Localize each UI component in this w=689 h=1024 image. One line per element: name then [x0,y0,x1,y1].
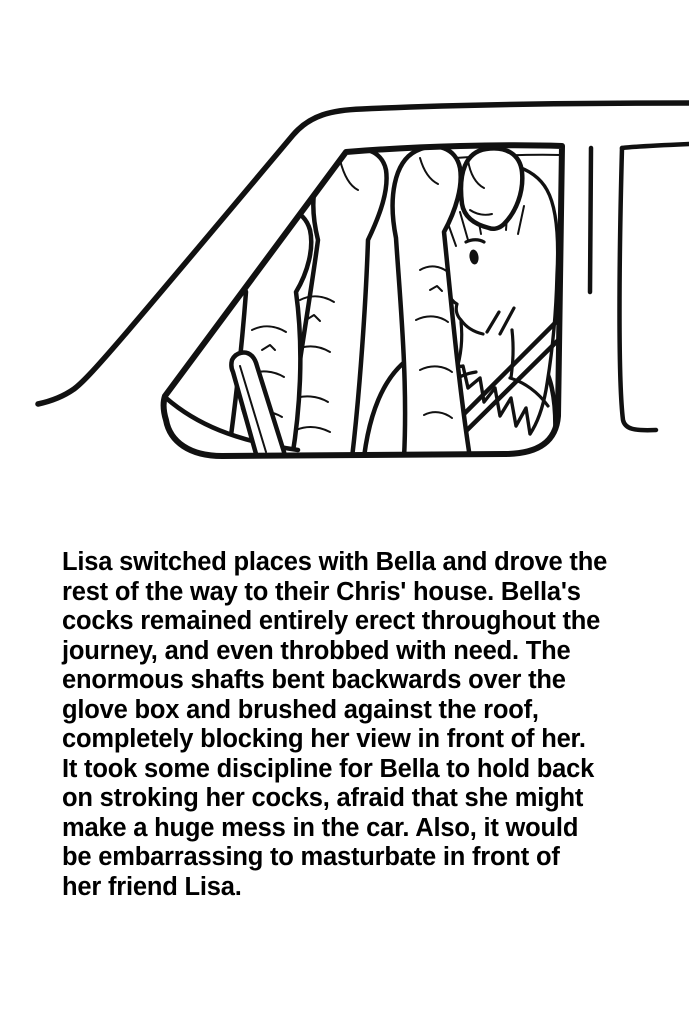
story-line: journey, and even throbbed with need. The [62,636,571,665]
story-line: completely blocking her view in front of her. [62,725,586,753]
story-line: be embarrassing to masturbate in front of [62,843,560,871]
story-line: It took some discipline for Bella to hold back [62,754,595,783]
story-line: Lisa switched places with Bella and drove the [62,548,608,576]
story-line: glove box and brushed against the roof, [62,695,539,724]
car-illustration [0,0,689,500]
car-line-drawing [0,0,689,500]
b-pillar [590,148,591,292]
story-line: her friend Lisa. [62,872,242,901]
story-paragraph [62,548,662,902]
story-line: rest of the way to their Chris' house. Bella's [62,577,581,606]
story-line: make a huge mess in the car. Also, it would [62,813,579,842]
story-line: cocks remained entirely erect throughout the [62,607,601,635]
story-line: on stroking her cocks, afraid that she might [62,784,584,812]
story-line: enormous shafts bent backwards over the [62,666,566,694]
